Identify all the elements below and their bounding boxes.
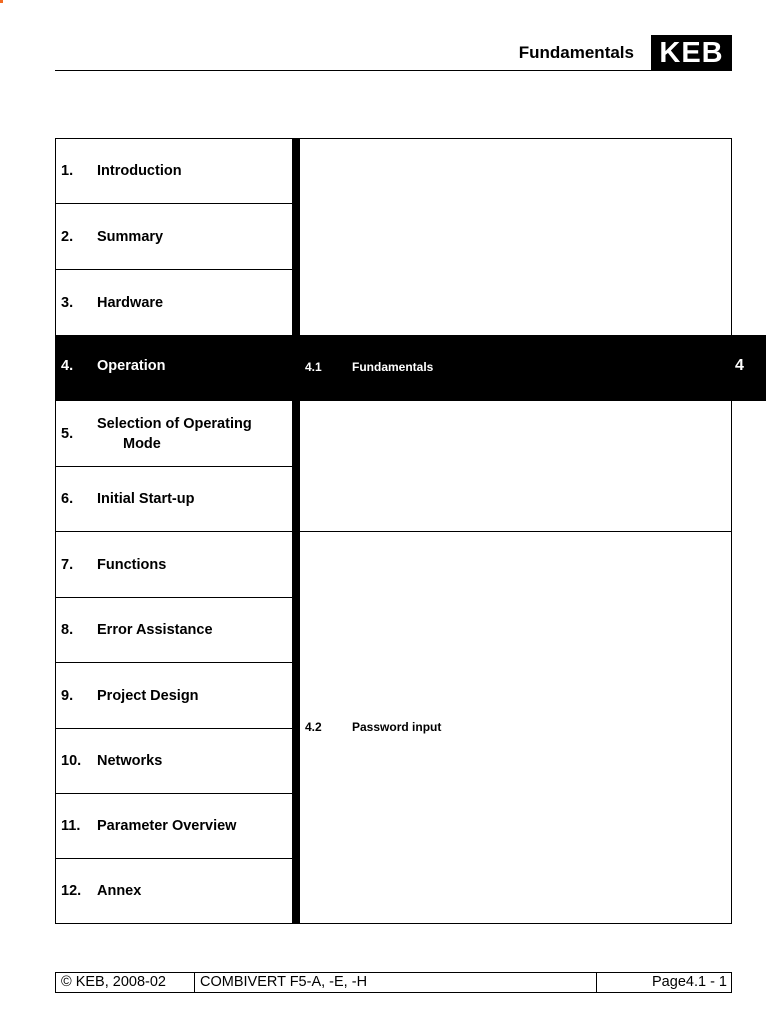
column-separator <box>292 138 300 924</box>
chapter-label: Parameter Overview <box>97 817 237 834</box>
chapter-number: 5. <box>61 425 74 442</box>
chapter-label: Functions <box>97 556 167 573</box>
chapter-number: 10. <box>61 752 82 769</box>
chapter-label: Summary <box>97 228 164 245</box>
chapter-item-functions[interactable] <box>55 532 292 598</box>
keb-logo: KEB <box>651 35 732 71</box>
active-chapter-label: Operation <box>97 358 166 374</box>
chapter-label-line2: Mode <box>123 435 161 452</box>
section-link-password-input[interactable]: Password input <box>352 720 442 734</box>
header-rule <box>55 70 732 71</box>
chapter-number: 9. <box>61 687 74 704</box>
chapter-item-annex[interactable] <box>55 858 292 924</box>
chapter-number: 3. <box>61 294 74 311</box>
chapter-label: Error Assistance <box>97 621 213 638</box>
chapter-item-error-assistance[interactable] <box>55 597 292 663</box>
section-divider <box>300 531 732 532</box>
corner-mark <box>0 0 3 3</box>
chapter-item-initial-start-up[interactable] <box>55 466 292 532</box>
chapter-item-summary[interactable] <box>55 204 292 270</box>
page-header-title: Fundamentals <box>518 43 634 62</box>
chapter-tab-number: 4 <box>735 357 744 374</box>
chapter-number: 7. <box>61 556 74 573</box>
chapter-item-project-design[interactable] <box>55 663 292 729</box>
active-section-label[interactable]: Fundamentals <box>352 360 434 374</box>
chapter-item-selection-of-operating-mode[interactable] <box>55 401 292 467</box>
chapter-label-line1: Selection of Operating <box>97 415 252 432</box>
chapter-number: 11. <box>61 817 81 834</box>
active-chapter-number: 4. <box>61 358 74 374</box>
chapter-number: 8. <box>61 621 74 638</box>
chapter-number: 2. <box>61 228 74 245</box>
footer-copyright: © KEB, 2008-02 <box>56 973 195 992</box>
chapter-item-hardware[interactable] <box>55 270 292 336</box>
chapter-label: Project Design <box>97 687 199 704</box>
active-section-number: 4.1 <box>305 360 322 374</box>
section-number: 4.2 <box>305 720 322 734</box>
chapter-item-introduction[interactable] <box>55 138 292 204</box>
chapter-item-networks[interactable] <box>55 728 292 794</box>
chapter-number: 6. <box>61 490 74 507</box>
footer-page-number: Page4.1 - 1 <box>652 974 727 990</box>
page-footer <box>55 972 732 993</box>
active-chapter-band[interactable] <box>55 335 766 401</box>
chapter-number: 12. <box>61 883 82 899</box>
footer-product: COMBIVERT F5-A, -E, -H <box>195 973 597 992</box>
chapter-label <box>97 414 287 454</box>
chapter-label: Hardware <box>97 294 164 311</box>
chapter-label: Networks <box>97 752 163 769</box>
chapter-label: Initial Start-up <box>97 490 195 507</box>
chapter-number: 1. <box>61 162 74 179</box>
chapter-item-parameter-overview[interactable] <box>55 793 292 859</box>
chapter-label: Annex <box>97 883 142 899</box>
chapter-label: Introduction <box>97 162 182 179</box>
